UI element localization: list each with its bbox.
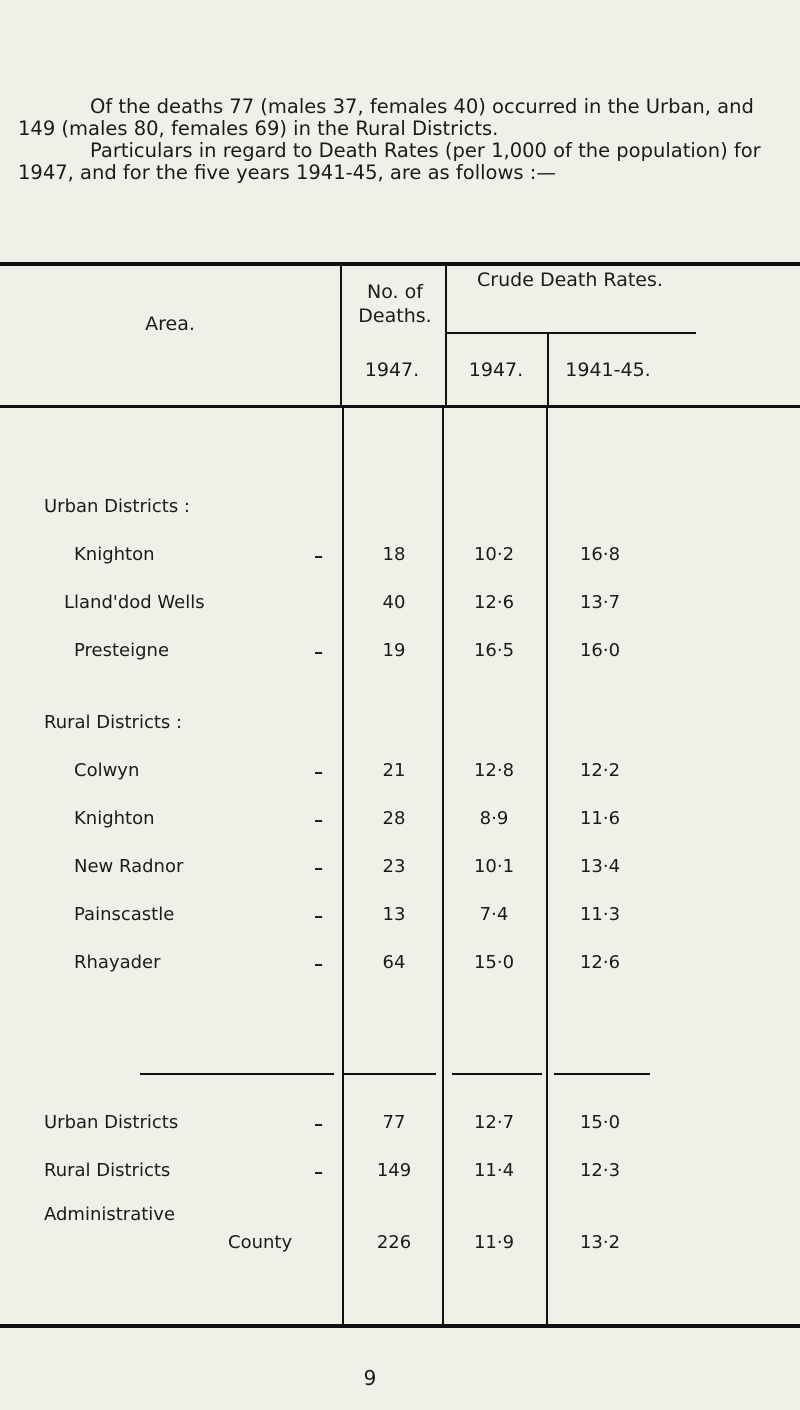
total-area: Urban Districts (44, 1112, 179, 1133)
leader-dash (315, 1124, 322, 1126)
county-rate-1941-45: 13·2 (579, 1232, 621, 1253)
total-deaths: 149 (376, 1160, 412, 1181)
county-rate-1947: 11·9 (473, 1232, 515, 1253)
total-area: Rural Districts (44, 1160, 171, 1181)
row-rate-1947: 10·1 (473, 856, 515, 877)
table-bottom-rule (0, 1324, 800, 1328)
county-area-line1: Administrative (44, 1204, 176, 1225)
row-deaths: 13 (382, 904, 406, 925)
header-rate-period: 1941-45. (565, 359, 651, 381)
row-rate-1947: 15·0 (473, 952, 515, 973)
totals-rule-rate1947 (452, 1073, 542, 1075)
row-rate-1941-45: 12·2 (579, 760, 621, 781)
row-rate-1947: 10·2 (473, 544, 515, 565)
row-rate-1947: 12·6 (473, 592, 515, 613)
total-rate-1941-45: 15·0 (579, 1112, 621, 1133)
row-deaths: 21 (382, 760, 406, 781)
row-rate-1941-45: 11·6 (579, 808, 621, 829)
row-area: Knighton (74, 808, 155, 829)
header-area: Area. (145, 313, 195, 335)
totals-rule-area (140, 1073, 334, 1075)
row-deaths: 23 (382, 856, 406, 877)
leader-dash (315, 820, 322, 822)
header-crude-death-rates: Crude Death Rates. (477, 269, 663, 291)
leader-dash (315, 964, 322, 966)
leader-dash (315, 868, 322, 870)
intro-paragraph-death-rates: Particulars in regard to Death Rates (per 1,000 of the population) for 1947, and for the five years 1941-45, are as follows :— (18, 139, 761, 184)
row-area: Rhayader (74, 952, 161, 973)
row-area: Colwyn (74, 760, 140, 781)
row-rate-1947: 12·8 (473, 760, 515, 781)
row-deaths: 64 (382, 952, 406, 973)
county-deaths: 226 (376, 1232, 412, 1253)
intro-paragraph-deaths: Of the deaths 77 (males 37, females 40) occurred in the Urban, and 149 (males 80, females 69) in the Rural Districts. (18, 95, 754, 140)
row-area: Presteigne (74, 640, 170, 661)
row-area: Knighton (74, 544, 155, 565)
header-deaths-year: 1947. (364, 359, 420, 381)
column-divider-1 (340, 266, 342, 407)
table-top-rule (0, 262, 800, 266)
header-deaths: No. of Deaths. (358, 281, 432, 327)
row-area: Lland'dod Wells (64, 592, 205, 613)
totals-rule-deaths (344, 1073, 436, 1075)
row-deaths: 19 (382, 640, 406, 661)
header-bottom-rule (0, 405, 800, 408)
row-deaths: 18 (382, 544, 406, 565)
row-rate-1941-45: 16·8 (579, 544, 621, 565)
rural-section-heading: Rural Districts : (44, 712, 183, 733)
row-area: Painscastle (74, 904, 175, 925)
row-deaths: 28 (382, 808, 406, 829)
row-deaths: 40 (382, 592, 406, 613)
row-rate-1947: 7·4 (479, 904, 509, 925)
total-rate-1941-45: 12·3 (579, 1160, 621, 1181)
leader-dash (315, 652, 322, 654)
crude-header-rule (446, 332, 696, 334)
header-rate-year: 1947. (468, 359, 524, 381)
urban-section-heading: Urban Districts : (44, 496, 190, 517)
row-rate-1947: 16·5 (473, 640, 515, 661)
total-deaths: 77 (382, 1112, 406, 1133)
leader-dash (315, 556, 322, 558)
county-area-line2: County (228, 1232, 293, 1253)
total-rate-1947: 11·4 (473, 1160, 515, 1181)
row-rate-1941-45: 13·7 (579, 592, 621, 613)
row-rate-1941-45: 12·6 (579, 952, 621, 973)
row-area: New Radnor (74, 856, 184, 877)
page-number: 9 (363, 1366, 377, 1390)
row-rate-1941-45: 11·3 (579, 904, 621, 925)
leader-dash (315, 916, 322, 918)
column-divider-2 (445, 266, 447, 407)
leader-dash (315, 1172, 322, 1174)
totals-rule-rate4145 (554, 1073, 650, 1075)
row-rate-1941-45: 13·4 (579, 856, 621, 877)
total-rate-1947: 12·7 (473, 1112, 515, 1133)
row-rate-1947: 8·9 (479, 808, 509, 829)
leader-dash (315, 772, 322, 774)
row-rate-1941-45: 16·0 (579, 640, 621, 661)
